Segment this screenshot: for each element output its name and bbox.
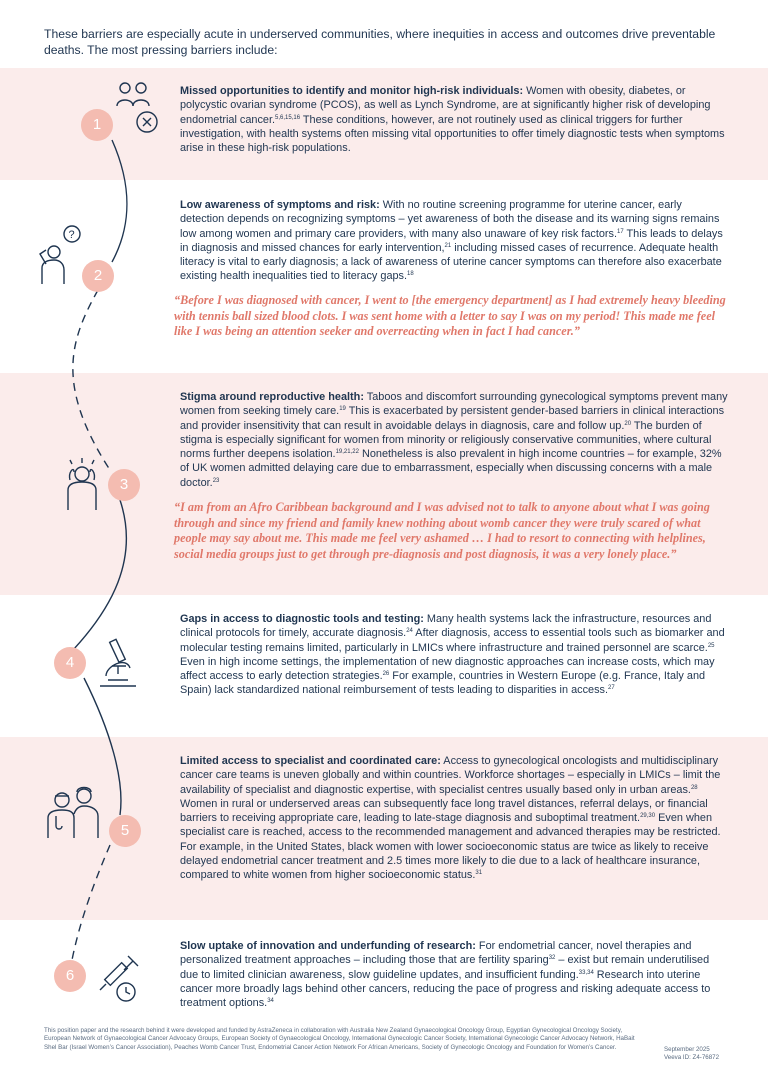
barrier-5-title: Limited access to specialist and coordinated care: bbox=[180, 755, 441, 767]
footer-veeva-id: Veeva ID: Z4-76872 bbox=[664, 1054, 720, 1062]
barrier-6-text: Slow uptake of innovation and underfunding of research: For endometrial cancer, novel therapies and personalized treatment approaches – including those that are fertility sparing$^{32}$ – exist but remain underutilised due to limited clinician awareness, slow guideline updates, and insufficient funding.$^{33,34}$ Research into uterine cancer more broadly lags behind other cancers, reducing the pace of progress and risking adequate access to treatment options.$^{34}$ bbox=[180, 940, 711, 1010]
barrier-4-text: Gaps in access to diagnostic tools and testing: Many health systems lack the infrastructure, resources and clinical protocols for timely, accurate diagnosis.$^{24}$ After diagnosis, access to essential tools such as biomarker and molecular testing remains limited, particularly in LMICs where infrastructure and trained personnel are scarce.$^{25}$ Even in high income settings, the implementation of new diagnostic approaches can increase costs, which may affect access to early detection strategies.$^{26}$ For example, countries in Western Europe (e.g. France, Italy and Spain) lack standardized national reimbursement of tests leading to disparities in access.$^{27}$ bbox=[180, 613, 725, 697]
footer-date: September 2025 bbox=[664, 1046, 710, 1053]
barrier-6-title: Slow uptake of innovation and underfunding of research: bbox=[180, 940, 476, 952]
intro-text: These barriers are especially acute in underserved communities, where inequities in access and outcomes drive preventable deaths. The most pressing barriers include: bbox=[44, 27, 716, 57]
barrier-4-title: Gaps in access to diagnostic tools and testing: bbox=[180, 613, 424, 625]
microscope-icon bbox=[96, 636, 140, 690]
footer-disclaimer: This position paper and the research behind it were developed and funded by AstraZeneca in collaboration with Australia New Zealand Gynaecological Oncology Group, Egyptian Gynecological Oncology Society, European Network of Gynaecological Cancer Advocacy Groups, European Society of Gynaecological Oncology, International Gynecologic Cancer Society, International Gynecologic Cancer Advocacy Network, HaBait Shel Bar (Israel Women’s Cancer Association), Peaches Womb Cancer Trust, Endometrial Cancer Action Network For African Americans, Society of Gynecologic Oncology and Foundation for Women’s Cancer. bbox=[44, 1027, 635, 1051]
barrier-2-quote: “Before I was diagnosed with cancer, I went to [the emergency department] as I had extremely heavy bleeding with tennis ball sized blood clots. I was sent home with a letter to say I was on my period! This made me feel like I was being an attention seeker and overreacting when in fact I had cancer.” bbox=[174, 293, 726, 339]
footer-meta bbox=[664, 1046, 734, 1063]
step-number-6: 6 bbox=[54, 960, 86, 992]
step-number-5: 5 bbox=[109, 815, 141, 847]
barrier-3-title: Stigma around reproductive health: bbox=[180, 391, 364, 403]
barrier-2-title: Low awareness of symptoms and risk: bbox=[180, 199, 380, 211]
person-head-in-hands-icon bbox=[62, 456, 102, 514]
person-question-icon bbox=[36, 224, 84, 288]
step-number-1: 1 bbox=[81, 109, 113, 141]
step-number-3: 3 bbox=[108, 469, 140, 501]
doctors-icon bbox=[44, 784, 102, 840]
barrier-2-text: Low awareness of symptoms and risk: With no routine screening programme for uterine cancer, early detection depends on recognizing symptoms – yet awareness of both the disease and its warning signs remains low among women and primary care providers, with many also unaware of key risk factors.$^{17}$ This leads to delays in diagnosis and missed chances for early intervention,$^{21}$ including missed cases of recurrence. Adequate health literacy is vital to early diagnosis; a lack of awareness of uterine cancer symptoms can therefore also exacerbate existing health inequalities tied to literacy gaps.$^{18}$ bbox=[180, 199, 723, 283]
syringe-clock-icon bbox=[94, 952, 144, 1004]
svg-text:?: ? bbox=[68, 229, 75, 241]
step-number-4: 4 bbox=[54, 647, 86, 679]
barrier-5-text: Limited access to specialist and coordinated care: Access to gynecological oncologists and multidisciplinary cancer care teams is uneven globally and within countries. Workforce shortages – especially in LMICs – limit the availability of specialist and diagnostic expertise, with specialist centres usually based only in urban areas.$^{28}$ Women in rural or underserved areas can subsequently face long travel distances, referral delays, or financial barriers to receiving appropriate care, leading to late-stage diagnosis and suboptimal treatment.$^{29,30}$ Even when specialist care is reached, access to the recommended management and advanced therapies may be restricted. For example, in the United States, black women with lower socioeconomic status are twice as likely to receive delayed endometrial cancer treatment and 2.5 times more likely to die due to a lack of healthcare insurance, compared to white women from higher socioeconomic status.$^{31}$ bbox=[180, 755, 721, 882]
barrier-1-text: Missed opportunities to identify and monitor high-risk individuals: Women with obesity, diabetes, or polycystic ovarian syndrome (PCOS), as well as Lynch Syndrome, are at significantly higher risk of developing endometrial cancer.$^{5,6,15,16}$ These conditions, however, are not routinely used as clinical triggers for further investigation, with health systems often missing vital opportunities to offer timely diagnostic tests when symptoms arise in these high-risk populations. bbox=[180, 85, 725, 155]
step-number-2: 2 bbox=[82, 260, 114, 292]
barrier-3-quote: “I am from an Afro Caribbean background and I was advised not to talk to anyone about what I was going through and since my friend and family knew nothing about womb cancer they were truly scared of what people may say about me. This made me feel very ashamed … I had to resort to connecting with helplines, social media groups just to get through pre-diagnosis and post diagnosis, it was a very lonely place.” bbox=[174, 500, 710, 561]
barrier-3-text: Stigma around reproductive health: Taboos and discomfort surrounding gynecological symptoms prevent many women from seeking timely care.$^{19}$ This is exacerbated by persistent gender-based barriers in clinical interactions and provider insensitivity that can result in avoidable delays in diagnosis, care and follow up.$^{20}$ The burden of stigma is especially significant for women from minority or religiously conservative communities, where cultural norms further deepens isolation.$^{19,21,22}$ Nonetheless is also prevalent in high income countries – for example, 32% of UK women admitted delaying care due to embarrassment, especially when discussing concerns with a male doctor.$^{23}$ bbox=[180, 391, 728, 489]
barrier-1-title: Missed opportunities to identify and monitor high-risk individuals: bbox=[180, 85, 524, 97]
people-cross-icon bbox=[115, 80, 165, 136]
